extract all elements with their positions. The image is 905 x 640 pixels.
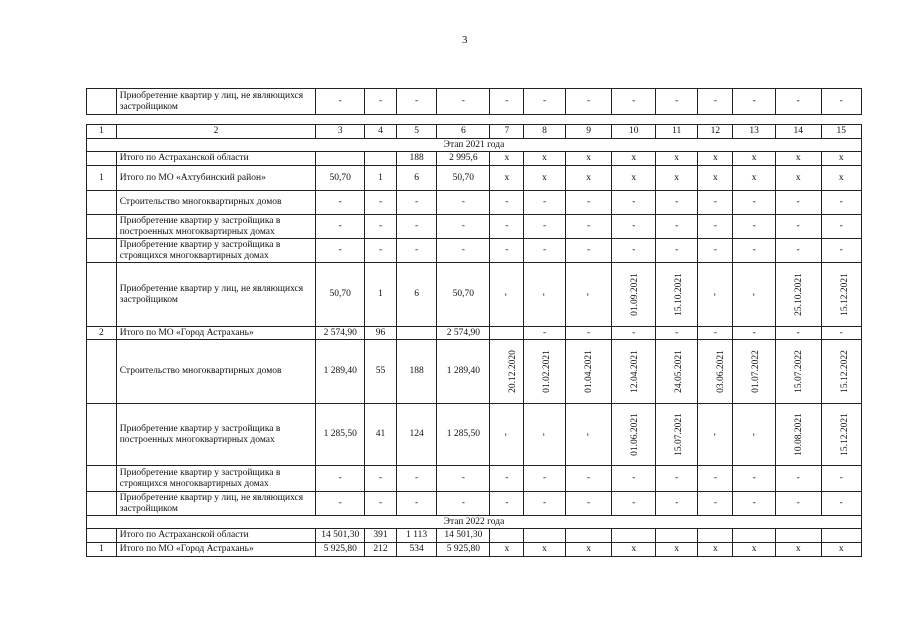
date-value: 15.12.2021 [839,413,850,456]
row-name: Приобретение квартир у застройщика в построенных многоквартирных домах [116,404,316,466]
value-cell: - [437,492,490,516]
value-cell: 14 501,30 [437,529,490,543]
value-cell: x [655,166,697,191]
value-cell: 212 [365,543,397,557]
date-cell [821,340,861,404]
column-number: 10 [612,125,656,139]
value-cell: - [365,492,397,516]
row-name: Итого по Астраханской области [116,152,316,166]
value-cell: - [316,191,365,215]
value-cell: - [821,89,861,115]
stage-label: Этап 2021 года [87,139,862,152]
date-value: 01.07.2022 [751,350,762,393]
value-cell: - [821,327,861,340]
value-cell: 1 [365,166,397,191]
row-number [87,263,117,327]
value-cell: x [821,152,861,166]
date-cell [821,404,861,466]
value-cell: - [612,239,656,263]
date-value: 15.12.2021 [839,273,850,316]
value-cell: - [565,191,612,215]
row-name: Итого по МО «Город Астрахань» [116,327,316,340]
value-cell: - [733,327,775,340]
column-number: 4 [365,125,397,139]
date-cell [612,340,656,404]
table-gap [87,115,862,125]
value-cell: x [698,166,733,191]
date-value: - [501,292,512,297]
value-cell: - [698,191,733,215]
value-cell [821,529,861,543]
date-value: 01.02.2021 [542,350,553,393]
value-cell: 2 574,90 [316,327,365,340]
date-cell [698,340,733,404]
value-cell [612,529,656,543]
value-cell: - [437,215,490,239]
date-value: - [709,432,720,437]
value-cell: - [612,89,656,115]
value-cell: 50,70 [437,166,490,191]
value-cell: - [698,215,733,239]
value-cell [524,529,565,543]
date-value: - [539,292,550,297]
table-row [87,215,862,239]
date-cell [655,404,697,466]
value-cell: - [396,466,436,492]
value-cell: - [524,191,565,215]
value-cell: - [565,239,612,263]
value-cell: 96 [365,327,397,340]
value-cell: - [316,466,365,492]
value-cell: 55 [365,340,397,404]
date-value: 01.09.2021 [630,273,641,316]
value-cell: 50,70 [437,263,490,327]
date-value: - [748,292,759,297]
value-cell: - [365,466,397,492]
date-value: 15.07.2022 [793,350,804,393]
column-number: 11 [655,125,697,139]
table-row [87,327,862,340]
value-cell: x [775,166,821,191]
value-cell: 2 995,6 [437,152,490,166]
value-cell: x [524,543,565,557]
housing-program-table [86,88,862,557]
column-number: 9 [565,125,612,139]
date-value: 15.07.2021 [673,413,684,456]
row-number: 1 [87,543,117,557]
column-number-row [87,125,862,139]
row-name: Приобретение квартир у застройщика в построенных многоквартирных домах [116,215,316,239]
row-name: Строительство многоквартирных домов [116,191,316,215]
value-cell: 50,70 [316,166,365,191]
date-cell [565,263,612,327]
date-cell [490,404,524,466]
value-cell: - [655,492,697,516]
date-value: 25.10.2021 [793,273,804,316]
value-cell: - [655,466,697,492]
value-cell: - [775,239,821,263]
value-cell: - [396,492,436,516]
value-cell: x [565,166,612,191]
value-cell: x [612,152,656,166]
value-cell: 6 [396,263,436,327]
date-cell [524,263,565,327]
value-cell: - [612,492,656,516]
value-cell: 1 285,50 [437,404,490,466]
row-name: Приобретение квартир у лиц, не являющихся застройщиком [116,89,316,115]
value-cell: - [565,466,612,492]
value-cell: - [316,492,365,516]
stage-label: Этап 2022 года [87,516,862,529]
date-cell [565,340,612,404]
value-cell: - [365,89,397,115]
column-number: 8 [524,125,565,139]
value-cell: - [524,492,565,516]
value-cell: - [437,191,490,215]
value-cell: - [733,215,775,239]
value-cell: - [655,239,697,263]
value-cell: 5 925,80 [316,543,365,557]
date-value: - [748,432,759,437]
row-name: Приобретение квартир у лиц, не являющихся застройщиком [116,492,316,516]
table-row [87,404,862,466]
value-cell: - [698,492,733,516]
date-value: 01.06.2021 [630,413,641,456]
date-value: 15.10.2021 [673,273,684,316]
value-cell: - [821,492,861,516]
value-cell: x [698,152,733,166]
table-row [87,166,862,191]
value-cell [565,529,612,543]
value-cell: - [365,215,397,239]
value-cell: x [565,543,612,557]
value-cell: - [775,327,821,340]
value-cell: x [821,543,861,557]
value-cell [655,529,697,543]
value-cell: - [316,239,365,263]
date-cell [775,404,821,466]
row-number [87,89,117,115]
value-cell: 188 [396,152,436,166]
value-cell: - [565,215,612,239]
column-number: 1 [87,125,117,139]
value-cell [490,529,524,543]
value-cell: - [490,89,524,115]
date-value: - [501,432,512,437]
value-cell: - [775,215,821,239]
value-cell [733,529,775,543]
value-cell: - [733,492,775,516]
date-cell [733,263,775,327]
value-cell: x [612,166,656,191]
value-cell: - [733,466,775,492]
value-cell: - [655,327,697,340]
date-value: - [709,292,720,297]
value-cell: - [396,239,436,263]
value-cell: - [524,239,565,263]
value-cell: x [733,152,775,166]
row-number [87,492,117,516]
value-cell: 6 [396,166,436,191]
table-row [87,239,862,263]
value-cell: - [775,89,821,115]
value-cell: 1 285,50 [316,404,365,466]
value-cell: x [775,152,821,166]
value-cell: - [365,191,397,215]
table-row [87,466,862,492]
value-cell: x [733,166,775,191]
value-cell: x [524,152,565,166]
value-cell: x [698,543,733,557]
value-cell: - [733,239,775,263]
value-cell: - [733,89,775,115]
value-cell: 1 113 [396,529,436,543]
date-cell [524,340,565,404]
value-cell: 124 [396,404,436,466]
table-row [87,263,862,327]
value-cell: - [821,466,861,492]
row-number [87,404,117,466]
value-cell [365,152,397,166]
value-cell: - [490,492,524,516]
value-cell [698,529,733,543]
row-number [87,152,117,166]
row-name: Приобретение квартир у застройщика в строящихся многоквартирных домах [116,239,316,263]
date-cell [655,340,697,404]
value-cell: - [490,466,524,492]
value-cell: x [821,166,861,191]
value-cell: - [612,215,656,239]
date-cell [775,340,821,404]
value-cell: - [821,239,861,263]
value-cell: 41 [365,404,397,466]
value-cell: - [698,466,733,492]
value-cell: - [365,239,397,263]
row-number: 2 [87,327,117,340]
value-cell: 1 289,40 [316,340,365,404]
date-cell [775,263,821,327]
table-row [87,191,862,215]
value-cell: - [490,215,524,239]
date-value: 20.12.2020 [508,350,519,393]
date-cell [655,263,697,327]
row-name: Итого по МО «Город Астрахань» [116,543,316,557]
value-cell: - [396,191,436,215]
value-cell: - [396,215,436,239]
date-cell [490,340,524,404]
table-row [87,529,862,543]
value-cell: - [524,466,565,492]
row-name: Приобретение квартир у застройщика в строящихся многоквартирных домах [116,466,316,492]
value-cell: - [698,89,733,115]
value-cell: - [698,327,733,340]
table-row [87,492,862,516]
table-row [87,89,862,115]
date-value: - [583,432,594,437]
value-cell [396,327,436,340]
column-number: 13 [733,125,775,139]
value-cell: - [775,492,821,516]
value-cell: - [612,466,656,492]
value-cell [316,152,365,166]
value-cell: - [612,191,656,215]
date-cell [565,404,612,466]
value-cell: - [655,191,697,215]
column-number: 5 [396,125,436,139]
value-cell: - [655,215,697,239]
value-cell: - [821,215,861,239]
value-cell: - [396,89,436,115]
value-cell: x [733,543,775,557]
value-cell: - [524,327,565,340]
date-value: 01.04.2021 [583,350,594,393]
date-value: 24.05.2021 [673,350,684,393]
value-cell: x [775,543,821,557]
column-number: 12 [698,125,733,139]
value-cell: x [655,543,697,557]
value-cell: - [524,89,565,115]
date-cell [698,404,733,466]
date-cell [698,263,733,327]
value-cell: - [733,191,775,215]
value-cell: x [612,543,656,557]
value-cell: - [775,191,821,215]
table-row [87,152,862,166]
date-value: 15.12.2022 [839,350,850,393]
value-cell: x [490,543,524,557]
stage-row [87,139,862,152]
value-cell: x [565,152,612,166]
row-number [87,239,117,263]
row-number [87,529,117,543]
column-number: 14 [775,125,821,139]
value-cell: - [698,239,733,263]
value-cell: x [524,166,565,191]
value-cell: 14 501,30 [316,529,365,543]
value-cell: - [655,89,697,115]
value-cell: - [316,215,365,239]
value-cell: x [655,152,697,166]
row-name: Итого по МО «Ахтубинский район» [116,166,316,191]
row-number [87,466,117,492]
value-cell: - [565,492,612,516]
date-cell [524,404,565,466]
value-cell: - [821,191,861,215]
value-cell [490,327,524,340]
value-cell: 1 [365,263,397,327]
value-cell: 391 [365,529,397,543]
column-number: 2 [116,125,316,139]
date-value: - [539,432,550,437]
value-cell: 50,70 [316,263,365,327]
date-cell [612,404,656,466]
date-cell [733,340,775,404]
date-value: - [583,292,594,297]
stage-row [87,516,862,529]
value-cell: - [437,466,490,492]
date-value: 10.08.2021 [793,413,804,456]
value-cell: 534 [396,543,436,557]
date-value: 12.04.2021 [630,350,641,393]
value-cell [775,529,821,543]
column-number: 7 [490,125,524,139]
date-value: 03.06.2021 [716,350,727,393]
value-cell: 2 574,90 [437,327,490,340]
row-number: 1 [87,166,117,191]
value-cell: - [316,89,365,115]
value-cell: 188 [396,340,436,404]
date-cell [821,263,861,327]
value-cell: - [612,327,656,340]
date-cell [612,263,656,327]
value-cell: - [437,239,490,263]
value-cell: 5 925,80 [437,543,490,557]
row-number [87,340,117,404]
column-number: 6 [437,125,490,139]
value-cell: 1 289,40 [437,340,490,404]
value-cell: - [437,89,490,115]
table-row [87,543,862,557]
column-number: 3 [316,125,365,139]
value-cell: x [490,152,524,166]
row-name: Приобретение квартир у лиц, не являющихся застройщиком [116,263,316,327]
row-name: Итого по Астраханской области [116,529,316,543]
date-cell [733,404,775,466]
value-cell: - [490,239,524,263]
row-name: Строительство многоквартирных домов [116,340,316,404]
page-number: 3 [462,34,468,46]
date-cell [490,263,524,327]
row-number [87,215,117,239]
value-cell: - [775,466,821,492]
value-cell: - [565,327,612,340]
value-cell: - [490,191,524,215]
column-number: 15 [821,125,861,139]
row-number [87,191,117,215]
value-cell: - [524,215,565,239]
gap-cell [87,115,862,125]
value-cell: x [490,166,524,191]
value-cell: - [565,89,612,115]
table-row [87,340,862,404]
